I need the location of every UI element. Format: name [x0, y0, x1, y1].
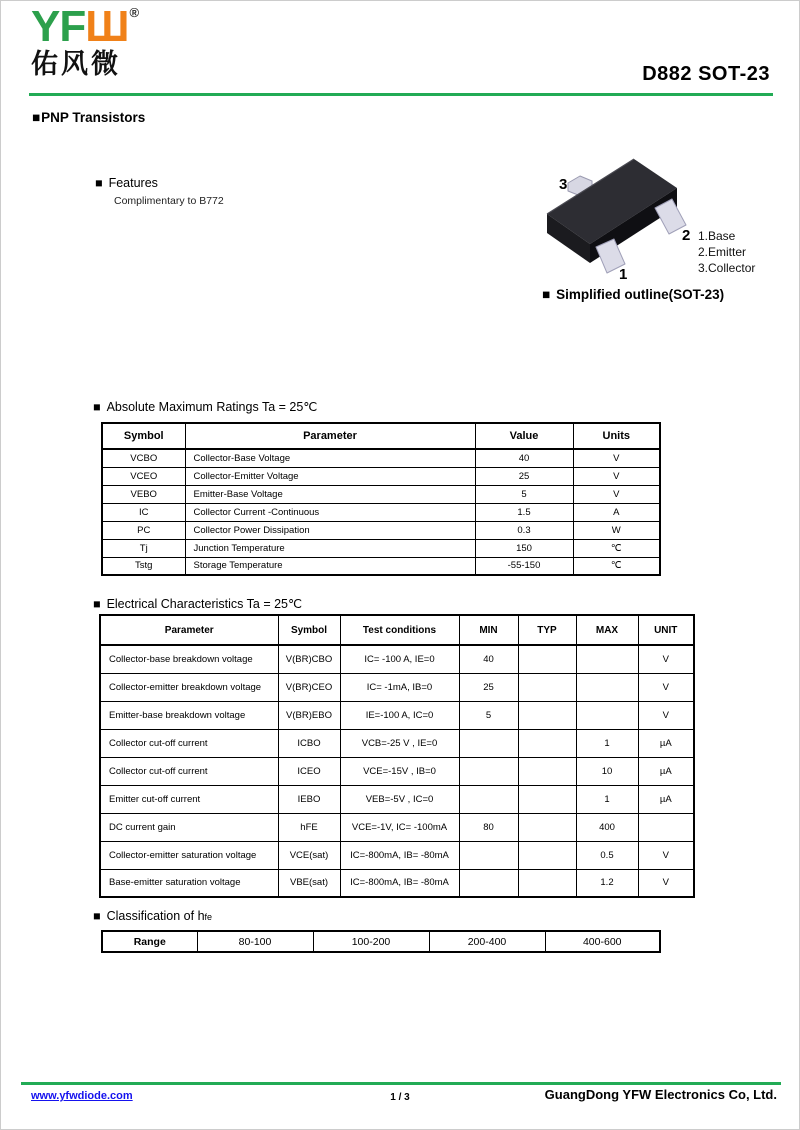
column-header: MAX [576, 615, 638, 645]
outline-caption [542, 287, 724, 302]
table-cell: 40 [475, 449, 573, 467]
elec-char-table [99, 614, 695, 898]
table-cell: hFE [278, 813, 340, 841]
table-row [100, 785, 694, 813]
features-heading [95, 176, 158, 190]
pin-legend-base: 1.Base [698, 229, 736, 243]
square-bullet-icon: ■ [93, 909, 101, 923]
table-row [102, 503, 660, 521]
device-type-heading [32, 110, 145, 125]
table-cell: A [573, 503, 660, 521]
table-cell: µA [638, 785, 694, 813]
table-cell [518, 757, 576, 785]
table-cell [459, 869, 518, 897]
features-item: Complimentary to B772 [114, 195, 224, 207]
table-cell: IC= -100 A, IE=0 [340, 645, 459, 673]
table-cell: VCE(sat) [278, 841, 340, 869]
table-row [102, 467, 660, 485]
table-cell: Collector-emitter saturation voltage [100, 841, 278, 869]
table-cell: Collector-Base Voltage [185, 449, 475, 467]
pin-legend [698, 228, 755, 276]
table-cell: Collector cut-off current [100, 729, 278, 757]
table-cell: 1 [576, 785, 638, 813]
table-header-row [102, 423, 660, 449]
table-cell: 1 [576, 729, 638, 757]
table-cell: V(BR)CEO [278, 673, 340, 701]
table-cell: VCEO [102, 467, 185, 485]
table-cell: Emitter cut-off current [100, 785, 278, 813]
table-cell: Collector Current -Continuous [185, 503, 475, 521]
table-cell: IC=-800mA, IB= -80mA [340, 841, 459, 869]
table-cell: 100-200 [313, 931, 429, 952]
table-cell: 5 [459, 701, 518, 729]
table-cell: 150 [475, 539, 573, 557]
table-cell: 25 [475, 467, 573, 485]
table-cell [576, 701, 638, 729]
table-cell: 40 [459, 645, 518, 673]
pin1-number-label: 1 [619, 266, 628, 283]
table-cell [518, 813, 576, 841]
table-cell [518, 785, 576, 813]
table-cell: Tj [102, 539, 185, 557]
table-cell: V(BR)CBO [278, 645, 340, 673]
table-cell [518, 645, 576, 673]
table-row [102, 557, 660, 575]
table-cell: Collector-emitter breakdown voltage [100, 673, 278, 701]
part-number-title: D882 SOT-23 [642, 63, 770, 85]
table-header-row [100, 615, 694, 645]
square-bullet-icon: ■ [93, 597, 101, 611]
table-cell [459, 841, 518, 869]
column-header: Value [475, 423, 573, 449]
table-cell: ICBO [278, 729, 340, 757]
logo-latin-text: YFШ [31, 2, 129, 51]
table-cell: 25 [459, 673, 518, 701]
table-cell: VEB=-5V , IC=0 [340, 785, 459, 813]
table-cell: Emitter-Base Voltage [185, 485, 475, 503]
table-cell: Junction Temperature [185, 539, 475, 557]
header-divider [29, 93, 773, 96]
column-header: Parameter [100, 615, 278, 645]
table-cell: W [573, 521, 660, 539]
table-cell: V [638, 841, 694, 869]
table-row [102, 485, 660, 503]
pin-legend-collector: 3.Collector [698, 261, 756, 275]
table-cell: -55-150 [475, 557, 573, 575]
table-cell: V [573, 449, 660, 467]
column-header: Symbol [278, 615, 340, 645]
table-cell: IC [102, 503, 185, 521]
table-row [100, 757, 694, 785]
table-cell: V(BR)EBO [278, 701, 340, 729]
table-cell: V [573, 485, 660, 503]
abs-max-section-title [93, 399, 317, 414]
table-cell [518, 673, 576, 701]
table-cell [518, 869, 576, 897]
company-logo [31, 2, 140, 79]
table-cell: Collector cut-off current [100, 757, 278, 785]
table-cell: IC= -1mA, IB=0 [340, 673, 459, 701]
table-cell [459, 785, 518, 813]
table-cell [638, 813, 694, 841]
table-cell: V [638, 673, 694, 701]
elec-char-section-title [93, 596, 302, 611]
table-cell [459, 729, 518, 757]
table-cell: 400 [576, 813, 638, 841]
registered-trademark-icon: ® [129, 5, 140, 20]
table-cell: 400-600 [545, 931, 660, 952]
table-cell: Collector-Emitter Voltage [185, 467, 475, 485]
table-row [102, 521, 660, 539]
table-cell: µA [638, 757, 694, 785]
table-row [100, 729, 694, 757]
footer-divider [21, 1082, 781, 1085]
table-cell: 80 [459, 813, 518, 841]
device-type-label: PNP Transistors [41, 110, 146, 125]
features-label: Features [108, 176, 158, 190]
table-cell: 10 [576, 757, 638, 785]
table-cell: µA [638, 729, 694, 757]
table-cell: VCB=-25 V , IE=0 [340, 729, 459, 757]
table-cell: ℃ [573, 557, 660, 575]
page-number: 1 / 3 [390, 1092, 410, 1103]
table-row [102, 931, 660, 952]
table-cell: 1.5 [475, 503, 573, 521]
table-cell [518, 841, 576, 869]
hfe-class-table [101, 930, 661, 953]
table-row [100, 673, 694, 701]
table-row [100, 813, 694, 841]
table-row [100, 869, 694, 897]
table-cell: VBE(sat) [278, 869, 340, 897]
column-header: Test conditions [340, 615, 459, 645]
table-row [100, 645, 694, 673]
table-cell: Base-emitter saturation voltage [100, 869, 278, 897]
table-cell: V [638, 869, 694, 897]
square-bullet-icon: ■ [542, 287, 551, 302]
table-cell: VCE=-1V, IC= -100mA [340, 813, 459, 841]
pin3-number-label: 3 [559, 176, 568, 193]
table-cell: VCBO [102, 449, 185, 467]
column-header: Parameter [185, 423, 475, 449]
hfe-title-text: Classification of h [106, 909, 205, 923]
table-cell: IC=-800mA, IB= -80mA [340, 869, 459, 897]
column-header: Units [573, 423, 660, 449]
table-cell: 1.2 [576, 869, 638, 897]
table-cell: Tstg [102, 557, 185, 575]
table-cell: IE=-100 A, IC=0 [340, 701, 459, 729]
table-cell [459, 757, 518, 785]
company-name: GuangDong YFW Electronics Co, Ltd. [544, 1087, 777, 1102]
outline-caption-text: Simplified outline(SOT-23) [556, 287, 725, 302]
table-cell: 80-100 [197, 931, 313, 952]
table-cell: 5 [475, 485, 573, 503]
hfe-title-subscript: fe [204, 912, 213, 922]
table-cell: 0.3 [475, 521, 573, 539]
column-header: UNIT [638, 615, 694, 645]
table-cell: Storage Temperature [185, 557, 475, 575]
table-cell: V [638, 701, 694, 729]
table-cell: Collector-base breakdown voltage [100, 645, 278, 673]
hfe-class-section-title [93, 909, 212, 923]
elec-char-title-text: Electrical Characteristics Ta = 25℃ [106, 597, 303, 611]
table-row [102, 539, 660, 557]
table-cell: ICEO [278, 757, 340, 785]
table-row [100, 701, 694, 729]
table-cell [518, 729, 576, 757]
abs-max-table [101, 422, 661, 576]
logo-wordmark [31, 2, 140, 51]
table-cell: VEBO [102, 485, 185, 503]
table-cell: ℃ [573, 539, 660, 557]
abs-max-title-text: Absolute Maximum Ratings Ta = 25℃ [106, 400, 318, 414]
column-header: MIN [459, 615, 518, 645]
table-cell [518, 701, 576, 729]
sot23-package-illustration [534, 147, 704, 287]
table-cell [576, 673, 638, 701]
table-row [102, 449, 660, 467]
row-header: Range [102, 931, 197, 952]
table-cell: 200-400 [429, 931, 545, 952]
table-cell: Collector Power Dissipation [185, 521, 475, 539]
table-row [100, 841, 694, 869]
table-cell: IEBO [278, 785, 340, 813]
table-cell [576, 645, 638, 673]
square-bullet-icon: ■ [32, 110, 41, 125]
table-cell: V [638, 645, 694, 673]
table-cell: PC [102, 521, 185, 539]
table-cell: 0.5 [576, 841, 638, 869]
column-header: TYP [518, 615, 576, 645]
pin2-number-label: 2 [682, 227, 691, 244]
pin-legend-emitter: 2.Emitter [698, 245, 747, 259]
website-link[interactable]: www.yfwdiode.com [31, 1090, 133, 1102]
table-cell: VCE=-15V , IB=0 [340, 757, 459, 785]
square-bullet-icon: ■ [93, 400, 101, 414]
table-cell: Emitter-base breakdown voltage [100, 701, 278, 729]
logo-w-glyph: Ш [85, 2, 129, 51]
logo-chinese-name: 佑风微 [31, 49, 121, 79]
table-cell: V [573, 467, 660, 485]
square-bullet-icon: ■ [95, 176, 103, 190]
column-header: Symbol [102, 423, 185, 449]
table-cell: DC current gain [100, 813, 278, 841]
